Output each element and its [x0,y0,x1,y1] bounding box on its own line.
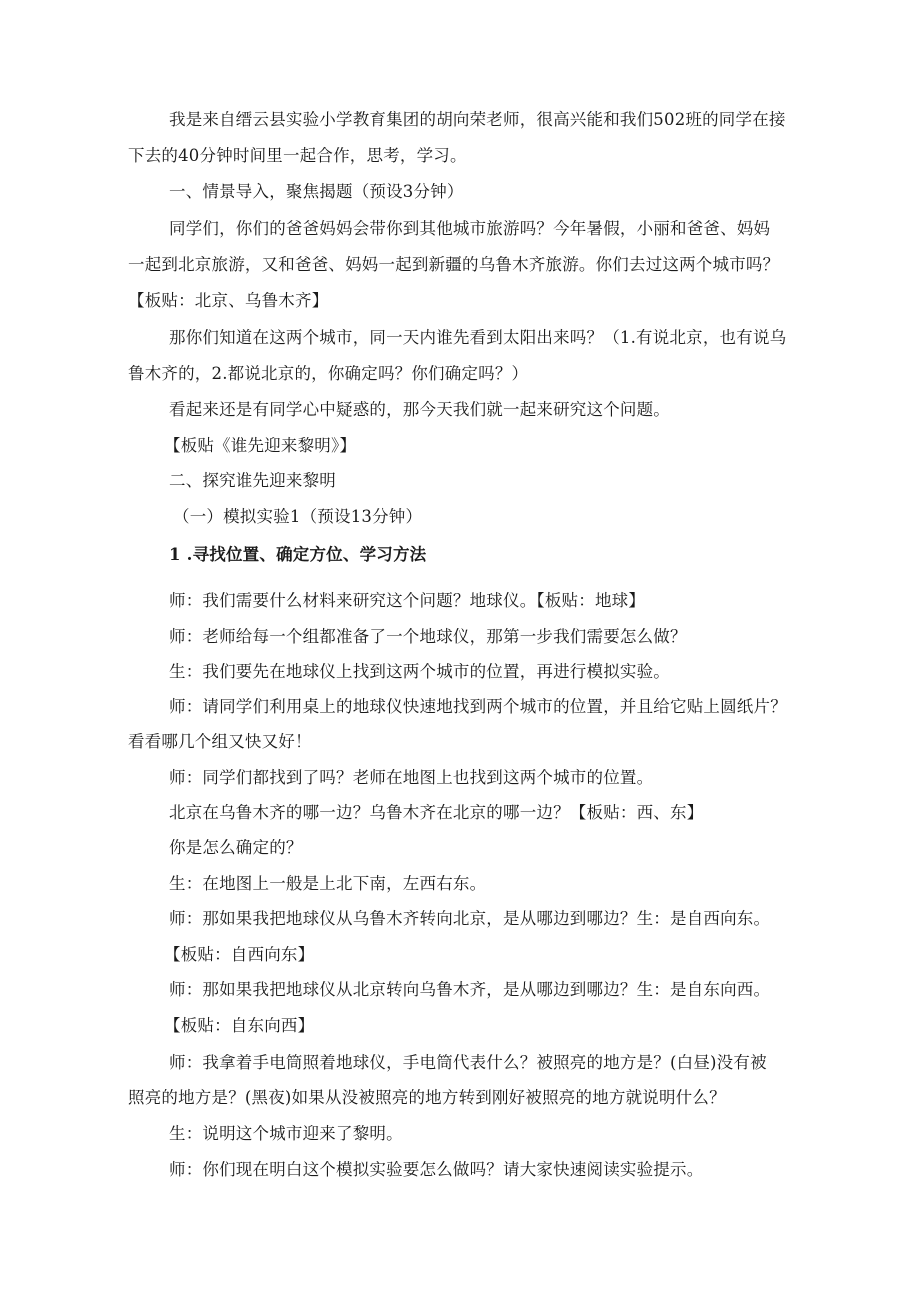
board-note-title: 【板贴《谁先迎来黎明》】 [164,436,357,455]
paragraph-question-line-2: 鲁木齐的，2.都说北京的，你确定吗？你们确定吗？） [128,364,529,383]
dialogue-teacher-8: 师：你们现在明白这个模拟实验要怎么做吗？请大家快速阅读实验提示。 [169,1160,704,1179]
board-note-east-to-west: 【板贴：自东向西】 [164,1016,315,1035]
board-note-cities: 【板贴：北京、乌鲁木齐】 [128,291,329,310]
dialogue-teacher-3-line-1: 师：请同学们利用桌上的地球仪快速地找到两个城市的位置，并且给它贴上圆纸片？ [169,697,787,716]
dialogue-student-2: 生：在地图上一般是上北下南，左西右东。 [169,874,487,893]
section-heading-2: 二、探究谁先迎来黎明 [169,471,336,490]
step-heading-1: 1 .寻找位置、确定方位、学习方法 [169,545,427,564]
paragraph-intro-line-2: 下去的40分钟时间里一起合作，思考，学习。 [128,146,467,165]
paragraph-intro-line-1: 我是来自缙云县实验小学教育集团的胡向荣老师，很高兴能和我们502班的同学在接 [169,110,786,129]
dialogue-teacher-7-line-1: 师：我拿着手电筒照着地球仪，手电筒代表什么？被照亮的地方是？(白昼)没有被 [169,1053,767,1072]
dialogue-how-determined: 你是怎么确定的？ [169,838,303,857]
dialogue-teacher-1: 师：我们需要什么材料来研究这个问题？地球仪。【板贴：地球】 [169,591,646,610]
board-note-west-to-east: 【板贴：自西向东】 [164,945,315,964]
dialogue-teacher-4: 师：同学们都找到了吗？老师在地图上也找到这两个城市的位置。 [169,768,654,787]
paragraph-question-line-1: 那你们知道在这两个城市，同一天内谁先看到太阳出来吗？（1.有说北京，也有说乌 [169,328,787,347]
section-heading-1: 一、情景导入，聚焦揭题（预设3分钟） [169,182,464,201]
subsection-heading-1: （一）模拟实验1（预设13分钟） [173,507,423,526]
paragraph-travel-line-1: 同学们，你们的爸爸妈妈会带你到其他城市旅游吗？今年暑假，小丽和爸爸、妈妈 [169,219,771,238]
dialogue-teacher-2: 师：老师给每一个组都准备了一个地球仪，那第一步我们需要怎么做？ [169,627,687,646]
dialogue-direction-question: 北京在乌鲁木齐的哪一边？乌鲁木齐在北京的哪一边？【板贴：西、东】 [169,803,704,822]
dialogue-teacher-3-line-2: 看看哪几个组又快又好！ [128,732,312,751]
dialogue-student-1: 生：我们要先在地球仪上找到这两个城市的位置，再进行模拟实验。 [169,662,670,681]
dialogue-teacher-6: 师：那如果我把地球仪从北京转向乌鲁木齐，是从哪边到哪边？生：是自东向西。 [169,980,771,999]
dialogue-student-3: 生：说明这个城市迎来了黎明。 [169,1124,403,1143]
dialogue-teacher-7-line-2: 照亮的地方是？(黑夜)如果从没被照亮的地方转到刚好被照亮的地方就说明什么？ [128,1088,726,1107]
paragraph-travel-line-2: 一起到北京旅游，又和爸爸、妈妈一起到新疆的乌鲁木齐旅游。你们去过这两个城市吗？ [128,255,780,274]
paragraph-doubt: 看起来还是有同学心中疑惑的，那今天我们就一起来研究这个问题。 [169,400,670,419]
dialogue-teacher-5: 师：那如果我把地球仪从乌鲁木齐转向北京，是从哪边到哪边？生：是自西向东。 [169,909,771,928]
